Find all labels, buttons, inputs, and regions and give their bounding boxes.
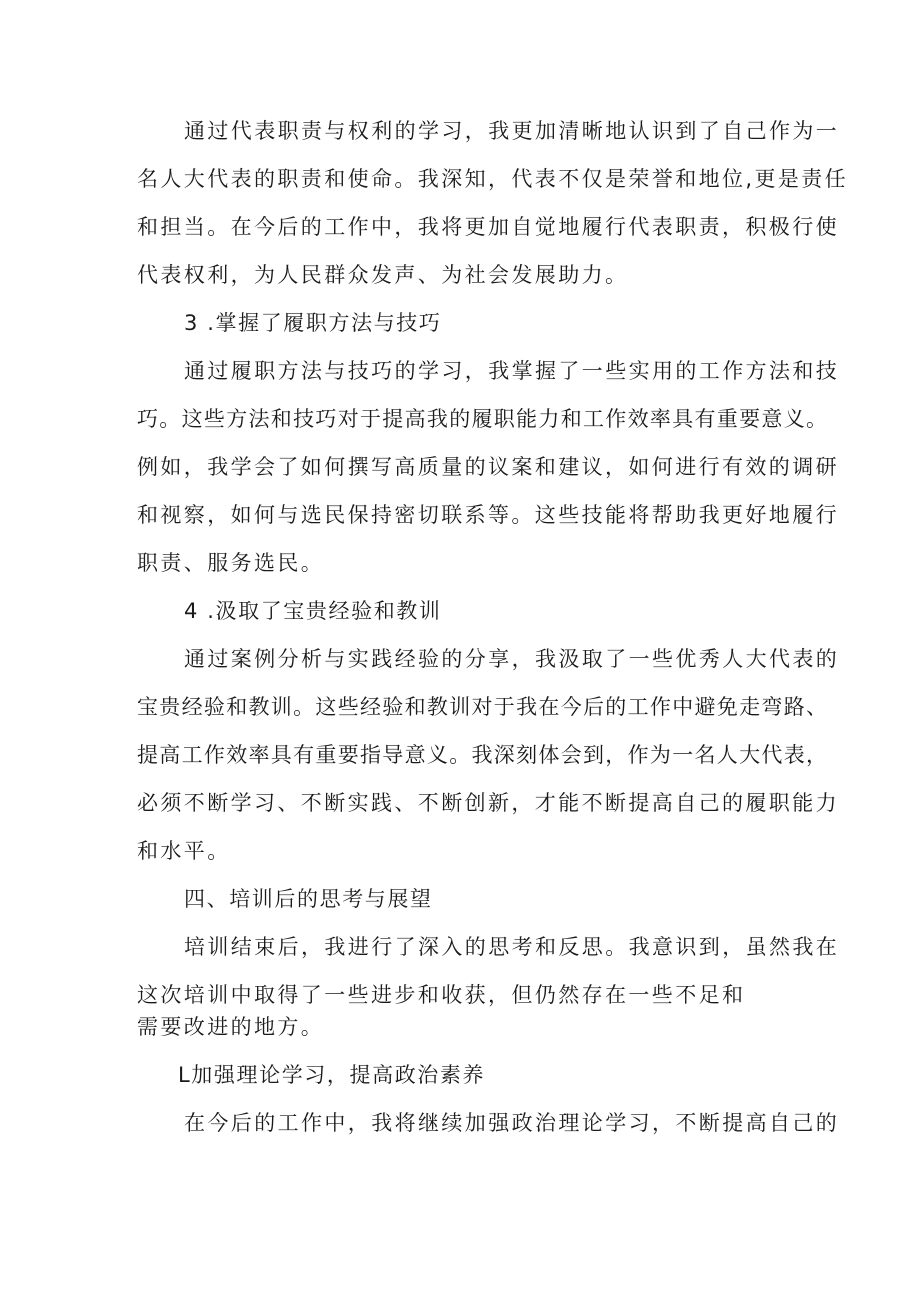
paragraph-line: 培训结束后，我进行了深入的思考和反思。我意识到，虽然我在 bbox=[184, 935, 840, 959]
section-heading: 4 .汲取了宝贵经验和教训 bbox=[184, 599, 442, 623]
paragraph-line: 和水平。 bbox=[137, 839, 231, 863]
paragraph-line: 和担当。在今后的工作中，我将更加自觉地履行代表职责，积极行使 bbox=[137, 215, 839, 239]
paragraph-line: 通过履职方法与技巧的学习，我掌握了一些实用的工作方法和技 bbox=[184, 359, 840, 383]
paragraph-line: 通过案例分析与实践经验的分享，我汲取了一些优秀人大代表的 bbox=[184, 647, 840, 671]
paragraph-line: 例如，我学会了如何撰写高质量的议案和建议，如何进行有效的调研 bbox=[137, 455, 839, 479]
paragraph-line: 和视察，如何与选民保持密切联系等。这些技能将帮助我更好地履行 bbox=[137, 503, 839, 527]
paragraph-line: 代表权利，为人民群众发声、为社会发展助力。 bbox=[137, 263, 629, 287]
section-heading: 3 .掌握了履职方法与技巧 bbox=[184, 311, 442, 335]
section-heading: L加强理论学习，提高政治素养 bbox=[178, 1063, 486, 1087]
paragraph-line: 职责、服务选民。 bbox=[137, 551, 325, 575]
paragraph-line: 巧。这些方法和技巧对于提高我的履职能力和工作效率具有重要意义。 bbox=[137, 407, 829, 431]
paragraph-line: 提高工作效率具有重要指导意义。我深刻体会到，作为一名人大代表， bbox=[137, 743, 829, 767]
paragraph-line: 名人大代表的职责和使命。我深知，代表不仅是荣誉和地位,更是责任 bbox=[137, 167, 849, 191]
paragraph-line: 必须不断学习、不断实践、不断创新，才能不断提高自己的履职能力 bbox=[137, 791, 839, 815]
paragraph-line: 在今后的工作中，我将继续加强政治理论学习，不断提高自己的 bbox=[184, 1111, 840, 1135]
paragraph-line: 这次培训中取得了一些进步和收获，但仍然存在一些不足和 bbox=[137, 983, 746, 1007]
section-heading: 四、培训后的思考与展望 bbox=[184, 887, 433, 911]
paragraph-line: 通过代表职责与权利的学习，我更加清晰地认识到了自己作为一 bbox=[184, 119, 840, 143]
paragraph-line: 需要改进的地方。 bbox=[137, 1015, 325, 1039]
paragraph-line: 宝贵经验和教训。这些经验和教训对于我在今后的工作中避免走弯路、 bbox=[137, 695, 829, 719]
